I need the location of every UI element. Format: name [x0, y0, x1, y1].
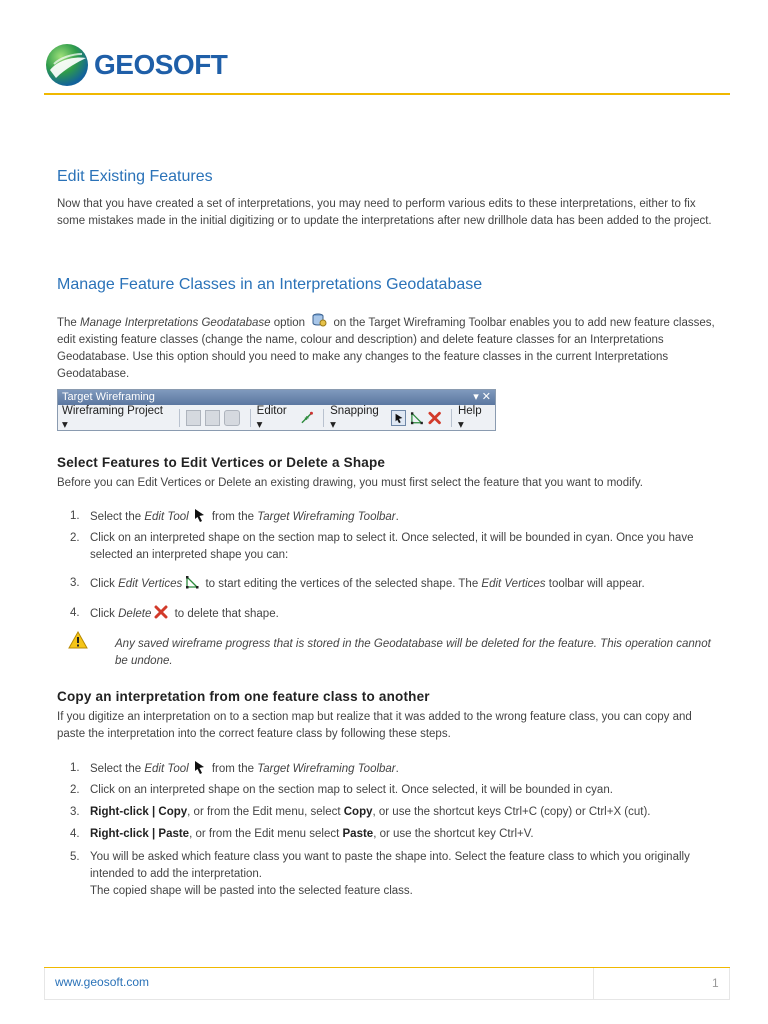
list-number: 2.: [70, 784, 80, 796]
help-menu[interactable]: Help ▾: [457, 404, 482, 431]
edit-tool-icon[interactable]: [391, 410, 406, 426]
toolbar-titlebar: [58, 390, 495, 405]
step-text: , or from the Edit menu, select: [187, 806, 344, 818]
step-text-italic: Edit Vertices: [118, 578, 183, 590]
header-divider: [44, 93, 730, 95]
edit-tool-icon: [192, 508, 206, 522]
step-text-italic: Edit Vertices: [481, 578, 546, 590]
step-text: , or use the shortcut keys Ctrl+C (copy) or Ctrl+X (cut).: [372, 806, 651, 818]
step-text-bold: Right-click | Paste: [90, 828, 190, 840]
step-text-italic: Target Wireframing Toolbar: [257, 763, 396, 775]
toolbar-window-controls[interactable]: ▾ ✕: [473, 391, 491, 403]
step-text: Click: [90, 578, 119, 590]
editor-menu[interactable]: Editor ▾: [256, 404, 287, 431]
section-title-copy: Copy an interpretation from one feature class to another: [57, 689, 430, 704]
step-text: You will be asked which feature class you want to paste the shape into. Select the feature class to which you originally intended to add the interpretation.: [90, 851, 690, 880]
step-text: toolbar will appear.: [545, 578, 645, 590]
section-title-select: Select Features to Edit Vertices or Delete a Shape: [57, 455, 386, 470]
step-text: .: [395, 511, 399, 523]
geodatabase-icon[interactable]: [224, 410, 239, 426]
geosoft-logo: [44, 38, 227, 92]
paste-icon[interactable]: [205, 410, 220, 426]
step-text: to delete that shape.: [171, 608, 279, 620]
manage-text-italic: Manage Interpretations Geodatabase: [80, 317, 271, 329]
step-text: Click on an interpreted shape on the section map to select it. Once selected, it will be bounded in cyan. Once you have selected an interpreted shape you can:: [90, 532, 694, 561]
toolbar-separator: [250, 409, 251, 427]
delete-icon: [154, 605, 168, 619]
list-number: 2.: [70, 532, 80, 544]
page-number: 1: [712, 976, 719, 990]
toolbar-separator: [179, 409, 180, 427]
warning-note: Any saved wireframe progress that is stored in the Geodatabase will be deleted for the feature. This operation cannot be undone.: [115, 638, 711, 667]
copy-icon[interactable]: [186, 410, 201, 426]
footer-website-link[interactable]: www.geosoft.com: [55, 975, 150, 989]
list-number: 4.: [70, 607, 80, 619]
step-text: to start editing the vertices of the selected shape. The: [202, 578, 482, 590]
target-wireframing-toolbar: [57, 389, 496, 431]
section-title-manage: Manage Feature Classes in an Interpretations Geodatabase: [57, 276, 483, 293]
copy-intro: If you digitize an interpretation on to a section map but realize that it was added to the wrong feature class, you can copy and paste the interpretation into the correct feature class by following these steps.: [57, 711, 692, 740]
step-text: Select the: [90, 763, 145, 775]
globe-icon: [44, 42, 90, 88]
step-text: from the: [208, 763, 258, 775]
step-text-italic: Edit Tool: [144, 511, 189, 523]
manage-paragraph: [57, 312, 721, 383]
list-number: 1.: [70, 510, 80, 522]
manage-text-1: The: [57, 317, 81, 329]
list-number: 4.: [70, 828, 80, 840]
manage-text-3: on the Target Wireframing Toolbar enables you to add new feature classes, edit existing feature classes (change the name, colour and description) and delete feature classes for an Interpretations Geodatabase. Use this option should you need to make any changes to the feature classes in the current Interpretations Geodatabase.: [57, 317, 715, 380]
step-text: The copied shape will be pasted into the selected feature class.: [90, 885, 413, 897]
step-text: , or use the shortcut key Ctrl+V.: [373, 828, 534, 840]
edit-paragraph: Now that you have created a set of interpretations, you may need to perform various edits to these interpretations, either to fix some mistakes made in the initial digitizing or to update the interpretations after new drillhole data has been added to the project.: [57, 198, 712, 227]
step-text-italic: Edit Tool: [144, 763, 189, 775]
manage-text-2: option: [270, 317, 309, 329]
manage-geodatabase-icon: [311, 312, 327, 328]
list-number: 1.: [70, 762, 80, 774]
select-intro: Before you can Edit Vertices or Delete an existing drawing, you must first select the feature that you want to modify.: [57, 477, 643, 489]
list-number: 3.: [70, 577, 80, 589]
step-text-italic: Target Wireframing Toolbar: [257, 511, 396, 523]
section-title-edit: Edit Existing Features: [57, 168, 213, 185]
edit-vertices-icon[interactable]: [410, 411, 423, 425]
list-number: 3.: [70, 806, 80, 818]
step-text: , or from the Edit menu select: [189, 828, 343, 840]
list-number: 5.: [70, 851, 80, 863]
edit-vertices-icon: [185, 575, 199, 589]
step-text-italic: Delete: [118, 608, 152, 620]
toolbar-title: Target Wireframing: [62, 391, 155, 403]
sketch-tool-icon[interactable]: [300, 411, 313, 425]
edit-tool-icon: [192, 760, 206, 774]
wireframing-project-menu[interactable]: Wireframing Project ▾: [62, 404, 163, 431]
step-text: Click on an interpreted shape on the section map to select it. Once selected, it will be bounded in cyan.: [90, 784, 613, 796]
step-text: .: [395, 763, 399, 775]
step-text: Click: [90, 608, 119, 620]
warning-icon: [68, 631, 88, 649]
toolbar-separator: [323, 409, 324, 427]
toolbar-row: [58, 405, 495, 430]
step-text-bold: Right-click | Copy: [90, 806, 188, 818]
snapping-menu[interactable]: Snapping ▾: [330, 404, 379, 431]
step-text-bold: Copy: [343, 806, 373, 818]
step-text-bold: Paste: [342, 828, 374, 840]
step-text: Select the: [90, 511, 145, 523]
step-text: from the: [208, 511, 258, 523]
footer-separator: [593, 968, 594, 1000]
brand-name: GEOSOFT: [94, 49, 228, 80]
delete-icon[interactable]: [428, 411, 441, 425]
toolbar-separator: [451, 409, 452, 427]
